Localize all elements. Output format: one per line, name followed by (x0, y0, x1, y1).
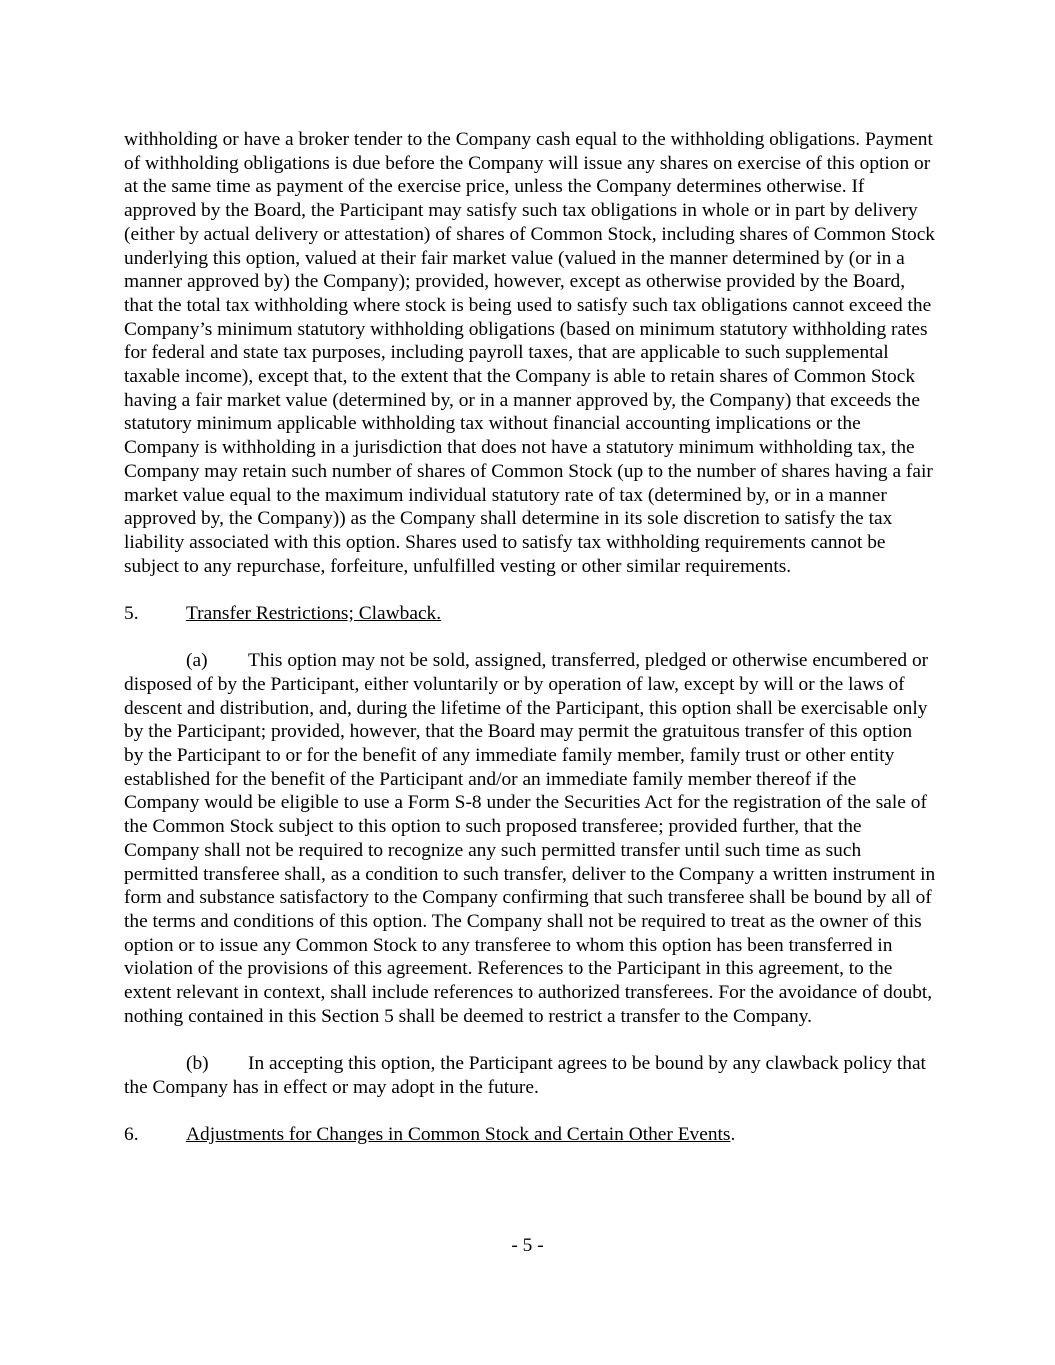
section-6-title: Adjustments for Changes in Common Stock and Certain Other Events (186, 1124, 731, 1146)
section-6-trailing: . (730, 1124, 736, 1146)
section-5-title: Transfer Restrictions; Clawback. (186, 602, 442, 624)
section-5-number: 5. (124, 602, 139, 624)
section-6-heading (124, 1123, 936, 1147)
page-number: - 5 - (511, 1235, 544, 1256)
section-5a-label: (a) (186, 650, 208, 672)
section-6-number: 6. (124, 1124, 139, 1146)
section-5b-label: (b) (186, 1053, 209, 1075)
section-5-heading (124, 602, 936, 626)
section-5a-paragraph (124, 649, 936, 1028)
section-5b-paragraph (124, 1052, 936, 1099)
continuation-paragraph: withholding or have a broker tender to the Company cash equal to the withholding obligations. Payment of withholding obligations is due before the Company will issue any shares on exercise of this option or at the same time as payment of the exercise price, unless the Company determines otherwise. If approved by the Board, the Participant may satisfy such tax obligations in whole or in part by delivery (either by actual delivery or attestation) of shares of Common Stock, including shares of Common Stock underlying this option, valued at their fair market value (valued in the manner determined by (or in a manner approved by) the Company); provided, however, except as otherwise provided by the Board, that the total tax withholding where stock is being used to satisfy such tax obligations cannot exceed the Company’s minimum statutory withholding obligations (based on minimum statutory withholding rates for federal and state tax purposes, including payroll taxes, that are applicable to such supplemental taxable income), except that, to the extent that the Company is able to retain shares of Common Stock having a fair market value (determined by, or in a manner approved by, the Company) that exceeds the statutory minimum applicable withholding tax without financial accounting implications or the Company is withholding in a jurisdiction that does not have a statutory minimum withholding tax, the Company may retain such number of shares of Common Stock (up to the number of shares having a fair market value equal to the maximum individual statutory rate of tax (determined by, or in a manner approved by, the Company)) as the Company shall determine in its sole discretion to satisfy the tax liability associated with this option. Shares used to satisfy tax withholding requirements cannot be subject to any repurchase, forfeiture, unfulfilled vesting or other similar requirements. (124, 129, 935, 577)
section-5a-text: This option may not be sold, assigned, transferred, pledged or otherwise encumbered or disposed of by the Participant, either voluntarily or by operation of law, except by will or the laws of descent and distribution, and, during the lifetime of the Participant, this option shall be exercisable only by the Participant; provided, however, that the Board may permit the gratuitous transfer of this option by the Participant to or for the benefit of any immediate family member, family trust or other entity established for the benefit of the Participant and/or an immediate family member thereof if the Company would be eligible to use a Form S-8 under the Securities Act for the registration of the sale of the Common Stock subject to this option to such proposed transferee; provided further, that the Company shall not be required to recognize any such permitted transfer until such time as such permitted transferee shall, as a condition to such transfer, deliver to the Company a written instrument in form and substance satisfactory to the Company confirming that such transferee shall be bound by all of the terms and conditions of this option. The Company shall not be required to treat as the owner of this option or to issue any Common Stock to any transferee to whom this option has been transferred in violation of the provisions of this agreement. References to the Participant in this agreement, to the extent relevant in context, shall include references to authorized transferees. For the avoidance of doubt, nothing contained in this Section 5 shall be deemed to restrict a transfer to the Company. (124, 650, 936, 1027)
document-page (124, 128, 936, 1147)
section-5b-text: In accepting this option, the Participant agrees to be bound by any clawback policy that the Company has in effect or may adopt in the future. (124, 1053, 926, 1098)
